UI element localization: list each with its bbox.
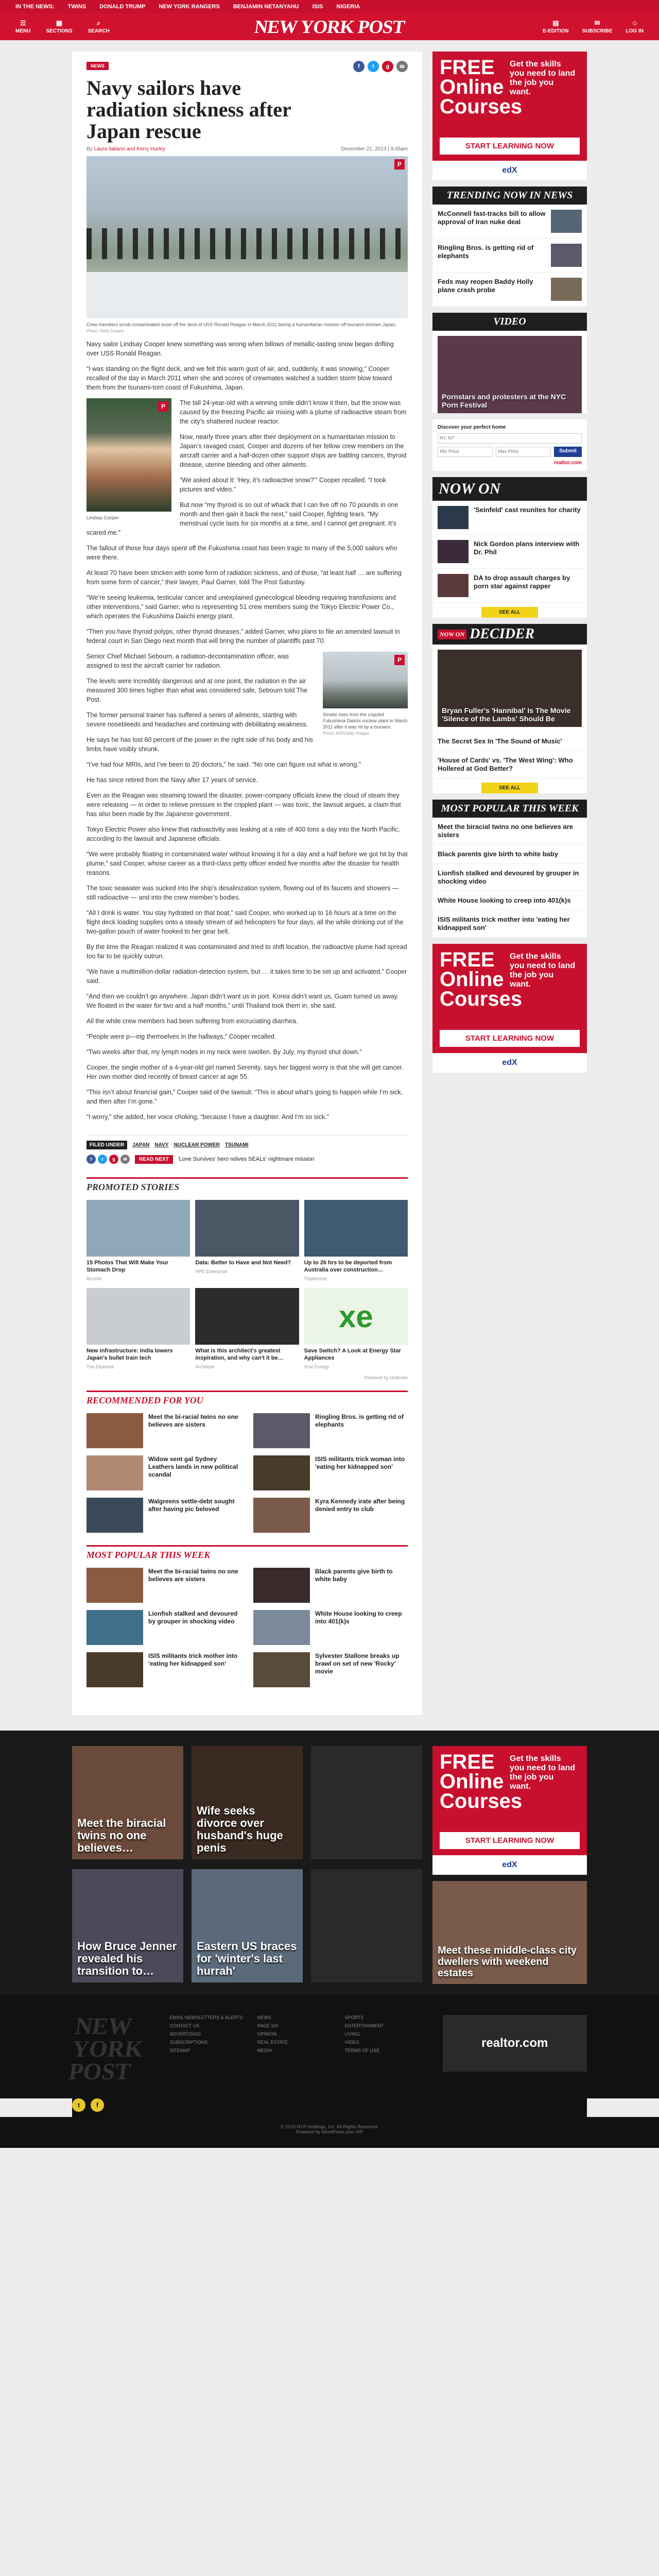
photo-caption: Smoke rises from the crippled Fukushima Daiichi nuclear plant in March 2011 after it was hit by a tsunami. — [323, 712, 408, 730]
popular-item[interactable]: White House looking to creep into 401(k)s — [253, 1610, 408, 1645]
thumbnail: xe — [304, 1288, 408, 1345]
trending-item[interactable]: Feds may reopen Baddy Holly plane crash probe — [432, 273, 587, 307]
read-next-row — [86, 1155, 408, 1164]
promoted-item[interactable]: 15 Photos That Will Make Your Stomach Drop Buzzlie — [86, 1200, 190, 1283]
footer-link[interactable]: LIVING — [344, 2031, 360, 2037]
paragraph: “And then we couldn’t go anywhere. Japan didn’t want us in port. Korea didn’t want us, Guam turned us away. We floated in the water for two and a half months,” until Thailand took them in, she said. — [86, 993, 399, 1009]
paragraph: “We were probably floating in contaminated water without knowing it for a day and a half before we got hit by that plume,” said Cooper, whose career as a third-class petty officer ended five months after the disaster for health reasons. — [86, 851, 408, 876]
see-all-button[interactable]: SEE ALL — [481, 783, 538, 793]
paragraph: “We’re seeing leukemia, testicular cancer and unexplained gynecological bleeding requiring transfusions and other interventions,” said Garner, who is representing 51 crew members suing the Tokyo Electric Power Co., which operates the Fukushima Daiichi energy plant. — [86, 594, 396, 620]
edx-ad[interactable]: FREE Online Courses Get the skills you need to land the job you want. START LEARNING NOW edX — [432, 1746, 587, 1875]
pinterest-icon[interactable]: P — [158, 401, 168, 412]
news-link[interactable]: DONALD TRUMP — [99, 4, 146, 10]
paragraph: “All I drink is water. You stay hydrated on that boat,” said Cooper, who worked up to 16 hours at a time on the flight deck loading supplies onto a steady stream of aid helicopters for four days, all the while drinking out of the two-gallon pouch of water hooked to her gear belt. — [86, 909, 404, 935]
min-price-select[interactable]: Min Price — [438, 447, 493, 457]
recommended-grid — [86, 1413, 408, 1533]
copyright: © 2015 NYP Holdings, Inc. All Rights Reserved. Powered by WordPress.com VIP — [0, 2117, 659, 2148]
paragraph: All the while crew members had been suffering from excruciating diarrhea. — [86, 1018, 298, 1025]
thumbnail — [551, 278, 582, 301]
thumbnail — [195, 1200, 299, 1257]
now-on-item[interactable]: Nick Gordon plans interview with Dr. Phil — [432, 535, 587, 569]
promoted-item[interactable]: Data: Better to Have and Not Need? HPE Enterprise — [195, 1200, 299, 1283]
thumbnail — [86, 1568, 143, 1603]
promo-card[interactable]: Wife seeks divorce over husband's huge penis — [192, 1746, 303, 1859]
site-footer — [0, 1994, 659, 2098]
now-on-item[interactable]: DA to drop assault charges by porn star against rapper — [432, 569, 587, 603]
hero-image[interactable] — [86, 156, 408, 318]
promo-card[interactable]: How Bruce Jenner revealed his transition to… — [72, 1869, 183, 1982]
decider-box: NOW ON DECIDER Bryan Fuller's 'Hannibal' Is The Movie 'Silence of the Lambs' Should Be The Secret Sex In 'The Sound of Music' 'House of Cards' vs. 'The West Wing': Who Hollered at God Better? SEE ALL — [432, 624, 587, 793]
paragraph: Senior Chief Michael Sebourn, a radiation-decontamination officer, was assigned to test the aircraft carrier for radiation. — [86, 653, 289, 669]
news-link[interactable]: NEW YORK RANGERS — [159, 4, 220, 10]
footer-link[interactable]: OPINION — [257, 2031, 277, 2037]
news-link[interactable]: TWINS — [67, 4, 86, 10]
start-learning-button[interactable]: START LEARNING NOW — [440, 138, 580, 155]
footer-social — [72, 2098, 587, 2117]
user-icon: ☺ — [631, 19, 638, 27]
paragraph: Cooper, the single mother of a 4-year-old girl named Serenity, says her biggest worry is that she will get cancer. Her own mother died recently of breast cancer at age 55. — [86, 1064, 404, 1080]
paragraph: “We have a multimillion-dollar radiation-detection system, but … it takes time to be set up and activated,” Cooper said. — [86, 968, 407, 985]
email-icon[interactable]: ✉ — [396, 61, 408, 72]
thumbnail — [253, 1652, 310, 1687]
paragraph: By the time the Reagan realized it was contaminated and tried to shift location, the radioactive plume had spread too far to be quickly outrun. — [86, 943, 407, 960]
thumbnail — [86, 1288, 190, 1345]
facebook-icon[interactable]: f — [86, 1155, 96, 1164]
read-next-link[interactable]: 'Love Survives' hero relives SEALs' nightmare mission — [178, 1156, 315, 1162]
outbrain-credit[interactable]: Powered by Outbrain — [364, 1375, 408, 1380]
paragraph: But now “my thyroid is so out of whack that I can live off no 70 pounds in one month and then gain it back the next,” said Cooper, fighting tears. “My menstrual cycle lasts for six months at a time, and I cannot get pregnant. It’s scared me.” — [86, 501, 398, 536]
envelope-icon: ✉ — [594, 19, 600, 27]
inline-photo — [323, 652, 408, 742]
byline: By Laura Italiano and Kerry Hurley December 21, 2013 | 9:45am — [86, 146, 408, 152]
article-headline: Navy sailors have radiation sickness after Japan rescue — [86, 76, 291, 143]
popular-item[interactable]: White House looking to creep into 401(k)s — [432, 891, 587, 910]
cooper-photo[interactable] — [86, 398, 171, 512]
author-link[interactable]: Laura Italiano and Kerry Hurley — [94, 146, 165, 152]
location-field[interactable]: NY, NY — [438, 433, 582, 444]
edx-logo: edX — [432, 161, 587, 180]
thumbnail — [304, 1200, 408, 1257]
recommended-item[interactable]: Widow sent gal Sydney Leathers lands in new political scandal — [86, 1455, 241, 1490]
photo-credit: Photo: AFP/Getty Images — [323, 731, 370, 736]
promoted-title: PROMOTED STORIES — [86, 1177, 408, 1193]
footer-links — [170, 2015, 422, 2053]
most-popular-week-title: MOST POPULAR THIS WEEK — [86, 1545, 408, 1561]
sections-button[interactable]: ▦ SECTIONS — [46, 19, 73, 34]
top-news-bar — [0, 0, 659, 13]
promo-card-empty — [311, 1746, 422, 1859]
decider-item[interactable]: 'House of Cards' vs. 'The West Wing': Who Hollered at God Better? — [432, 751, 587, 778]
thumbnail — [253, 1610, 310, 1645]
masthead — [0, 13, 659, 40]
footer-logo[interactable]: NEW YORK POST — [67, 2013, 145, 2084]
footer-link[interactable]: PAGE SIX — [257, 2023, 279, 2028]
pinterest-icon[interactable]: P — [394, 159, 405, 170]
edx-ad[interactable]: FREE Online Courses Get the skills you need to land the job you want. START LEARNING NOW edX — [432, 944, 587, 1073]
footer-link[interactable]: CONTACT US — [169, 2023, 200, 2028]
footer-link[interactable]: SUBSCRIPTIONS — [169, 2040, 208, 2045]
recommended-item[interactable]: Ringling Bros. is getting rid of elephants — [253, 1413, 408, 1448]
footer-link[interactable]: MEDIA — [257, 2048, 272, 2053]
search-icon: ⌕ — [97, 19, 101, 27]
trending-box: TRENDING NOW IN NEWS McConnell fast-tracks bill to allow approval of Iran nuke deal Ringling Bros. is getting rid of elephants Feds may reopen Baddy Holly plane crash probe — [432, 187, 587, 307]
thumbnail — [86, 1610, 143, 1645]
twitter-icon[interactable]: t — [98, 1155, 107, 1164]
promo-card-empty — [311, 1869, 422, 1982]
thumbnail — [253, 1498, 310, 1533]
pinterest-icon[interactable]: P — [394, 655, 405, 665]
promoted-grid — [86, 1200, 408, 1371]
tag-link[interactable]: TSUNAMI — [224, 1142, 249, 1148]
thumbnail — [253, 1413, 310, 1448]
sidebar — [432, 52, 587, 1079]
thumbnail — [438, 540, 469, 563]
recommended-item[interactable]: ISIS militants trick woman into 'eating her kidnapped son' — [253, 1455, 408, 1490]
edx-ad[interactable]: FREE Online Courses Get the skills you need to land the job you want. START LEARNING NOW edX — [432, 52, 587, 180]
paragraph: The former personal trainer has suffered a series of ailments, starting with severe nosebleeds and headaches and continuing with debilitating weakness. — [86, 711, 308, 728]
recommended-item[interactable]: Meet the bi-racial twins no one believes are sisters — [86, 1413, 241, 1448]
realtor-logo: realtor.com — [554, 460, 582, 466]
footer-link[interactable]: SITEMAP — [169, 2048, 190, 2053]
search-button[interactable]: ⌕ SEARCH — [88, 19, 110, 34]
paragraph: “I’ve had four MRIs, and I’ve been to 20 doctors,” he said. “No one can figure out what is wrong.” — [86, 761, 361, 768]
tag-link[interactable]: JAPAN — [132, 1142, 150, 1148]
paragraph: Navy sailor Lindsay Cooper knew something was wrong when billows of metallic-tasting snow began drifting over USS Ronald Reagan. — [86, 341, 394, 357]
paragraph: “This isn’t about financial gain,” Cooper said of the lawsuit. “This is about what’s going to happen while I’m sick, and then after I’m gone.” — [86, 1089, 403, 1105]
submit-button[interactable]: Submit — [554, 447, 582, 457]
video-box: VIDEO Pornstars and protesters at the NYC Porn Festival — [432, 313, 587, 413]
paragraph: “I was standing on the flight deck, and we felt this warm gust of air, and, suddenly, it was snowing,” Cooper recalled of the day in March 2011 when she and scores of crewmates watched a sudden storm blow toward them from the tsunami-torn coast of Fukushima, Japan. — [86, 365, 392, 391]
news-link[interactable]: NIGERIA — [336, 4, 360, 10]
footer-link[interactable]: SPORTS — [344, 2015, 364, 2020]
realtor-ad[interactable]: realtor.com — [443, 2015, 587, 2072]
paragraph: Tokyo Electric Power also knew that radioactivity was leaking at a rate of 400 tons a day into the North Pacific, according to the lawsuit and Japanese officials. — [86, 826, 400, 842]
promoted-item[interactable]: New infrastructure: India lowers Japan's bullet train tech The Diplomat — [86, 1288, 190, 1371]
popular-item[interactable]: Lionfish stalked and devoured by grouper in shocking video — [432, 864, 587, 891]
start-learning-button[interactable]: START LEARNING NOW — [440, 1030, 580, 1047]
footer-link[interactable]: ADVERTISING — [169, 2031, 201, 2037]
article-column — [72, 52, 422, 1715]
twitter-icon[interactable]: t — [368, 61, 379, 72]
paragraph: He has since retired from the Navy after 17 years of service. — [86, 776, 258, 784]
paragraph: He says he has lost 60 percent of the power in the right side of his body and his limbs have visibly shrunk. — [86, 736, 313, 753]
trending-item[interactable]: McConnell fast-tracks bill to allow approval of Iran nuke deal — [432, 205, 587, 239]
footer-promos — [0, 1731, 659, 1994]
popular-item[interactable]: Black parents give birth to white baby — [253, 1568, 408, 1603]
realty-search: Discover your perfect home NY, NY Min Price Max Price Submit realtor.com — [432, 419, 587, 471]
paragraph: The tall 24-year-old with a winning smile didn’t know it then, but the snow was caused by the freezing Pacific air mixing with a plume of radioactive steam from the city’s shattered nuclear reactor. — [180, 399, 407, 425]
promoted-item[interactable]: What is this architect's greatest inspiration, and why can't it be… Architizer — [195, 1288, 299, 1371]
paragraph: The fallout of those four days spent off the Fukushima coast has been tragic to many of the 5,000 sailors who were there. — [86, 545, 397, 561]
newspaper-icon: ▤ — [552, 19, 559, 27]
fukushima-photo[interactable] — [323, 652, 408, 708]
news-link[interactable]: BENJAMIN NETANYAHU — [233, 4, 299, 10]
inline-photo — [86, 398, 171, 522]
article-body — [86, 340, 408, 1128]
thumbnail — [86, 1652, 143, 1687]
paragraph: “I worry,” she added, her voice choking, “because I have a daughter. And I’m so sick.” — [86, 1113, 329, 1121]
footer-link[interactable]: NEWS — [257, 2015, 271, 2020]
recommended-item[interactable]: Kyra Kennedy irate after being denied entry to club — [253, 1498, 408, 1533]
edx-logo: edX — [432, 1855, 587, 1875]
popular-item[interactable]: Sylvester Stallone breaks up brawl on set of new 'Rocky' movie — [253, 1652, 408, 1687]
thumbnail — [551, 244, 582, 267]
email-icon[interactable]: ✉ — [120, 1155, 130, 1164]
video-thumbnail[interactable]: Pornstars and protesters at the NYC Porn Festival — [438, 336, 582, 413]
site-logo[interactable]: NEW YORK POST — [253, 16, 406, 37]
decider-logo: DECIDER — [470, 626, 535, 642]
thumbnail — [86, 1413, 143, 1448]
now-on-item[interactable]: 'Seinfeld' cast reunites for charity — [432, 501, 587, 535]
news-link[interactable]: ISIS — [312, 4, 323, 10]
tag-link[interactable]: NUCLEAR POWER — [174, 1142, 220, 1148]
share-buttons — [353, 61, 408, 72]
footer-link[interactable]: TERMS OF USE — [344, 2048, 380, 2053]
popular-item[interactable]: ISIS militants trick mother into 'eating her kidnapped son' — [432, 910, 587, 938]
filed-under: FILED UNDER JAPAN NAVY NUCLEAR POWER TSUNAMI — [86, 1135, 408, 1149]
popular-item[interactable]: Black parents give birth to white baby — [432, 845, 587, 864]
footer-link[interactable]: EMAIL NEWSLETTERS & ALERTS — [169, 2015, 243, 2020]
promo-card[interactable]: Meet these middle-class city dwellers with weekend estates — [432, 1881, 587, 1984]
google-plus-icon[interactable]: g — [382, 61, 393, 72]
facebook-icon[interactable]: f — [91, 2098, 104, 2112]
trending-item[interactable]: Ringling Bros. is getting rid of elephants — [432, 239, 587, 273]
thumbnail — [253, 1568, 310, 1603]
paragraph: The levels were incredibly dangerous and at one point, the radiation in the air measured 300 times higher than what was considered safe, Sebourn told The Post. — [86, 677, 308, 703]
promo-card[interactable]: Eastern US braces for 'winter's last hurrah' — [192, 1869, 303, 1982]
twitter-icon[interactable]: t — [72, 2098, 85, 2112]
popular-item[interactable]: ISIS militants trick mother into 'eating her kidnapped son' — [86, 1652, 241, 1687]
facebook-icon[interactable]: f — [353, 61, 365, 72]
grid-icon: ▦ — [56, 19, 63, 27]
thumbnail — [86, 1498, 143, 1533]
recommended-title: RECOMMENDED FOR YOU — [86, 1391, 408, 1406]
footer-link[interactable]: REAL ESTATE — [257, 2040, 288, 2045]
promo-card[interactable]: Meet the biracial twins no one believes… — [72, 1746, 183, 1859]
now-on-box: NOW ON 'Seinfeld' cast reunites for charity Nick Gordon plans interview with Dr. Phil DA to drop assault charges by porn star against rapper SEE ALL — [432, 477, 587, 618]
read-next-label: READ NEXT — [135, 1155, 173, 1164]
promoted-item[interactable]: Up to 26 hrs to be deported from Australia over construction… TripAdvisor — [304, 1200, 408, 1283]
thumbnail — [195, 1288, 299, 1345]
popular-item[interactable]: Meet the biracial twins no one believes are sisters — [432, 818, 587, 845]
tag-link[interactable]: NAVY — [154, 1142, 169, 1148]
photo-caption: Lindsay Cooper — [86, 515, 119, 520]
thumbnail — [86, 1200, 190, 1257]
thumbnail — [551, 210, 582, 233]
max-price-select[interactable]: Max Price — [496, 447, 551, 457]
paragraph: Now, nearly three years after their deployment on a humanitarian mission to Japan’s ravaged coast, Cooper and dozens of her fellow crew members on the aircraft carrier and a half-dozen other support ships are battling cancers, thyroid disease, uterine bleeding and other ailments. — [180, 433, 407, 468]
hero-caption: Crew members scrub contaminated snow off the deck of USS Ronald Reagan in March 2011 during a humanitarian mission off tsunami-stricken Japan. — [86, 322, 396, 327]
e-edition-button[interactable]: ▤ E-EDITION — [543, 19, 569, 34]
paragraph: “We asked about it: ‘Hey, it’s radioactive snow?’” Cooper recalled. “I took pictures and video.” — [180, 477, 386, 493]
thumbnail — [86, 1455, 143, 1490]
section-tag[interactable]: NEWS — [86, 62, 109, 70]
in-the-news-label: IN THE NEWS: — [15, 4, 55, 10]
most-popular-grid — [86, 1568, 408, 1687]
paragraph: “Then you have thyroid polyps, other thyroid diseases,” added Garner, who plans to file an amended lawsuit in federal court in San Diego next month that will bring the number of plaintiffs past 70. — [86, 628, 400, 645]
recommended-item[interactable]: Walgreens settle-debt sought after having pic beloved — [86, 1498, 241, 1533]
menu-button[interactable]: ☰ MENU — [15, 19, 31, 34]
popular-item[interactable]: Lionfish stalked and devoured by grouper in shocking video — [86, 1610, 241, 1645]
login-button[interactable]: ☺ LOG IN — [626, 19, 644, 34]
footer-link[interactable]: VIDEO — [344, 2040, 359, 2045]
start-learning-button[interactable]: START LEARNING NOW — [440, 1832, 580, 1849]
decider-item[interactable]: The Secret Sex In 'The Sound of Music' — [432, 732, 587, 751]
google-plus-icon[interactable]: g — [109, 1155, 118, 1164]
paragraph: “People were p—ing themselves in the hallways,” Cooper recalled. — [86, 1033, 276, 1040]
popular-box: MOST POPULAR THIS WEEK Meet the biracial twins no one believes are sisters Black parents give birth to white baby Lionfish stalked and devoured by grouper in shocking video White House looking to creep into 401(k)s ISIS militants trick mother into 'eating her kidnapped son' — [432, 800, 587, 938]
see-all-button[interactable]: SEE ALL — [481, 607, 538, 618]
hero-credit: Photo: Getty Images — [86, 329, 124, 333]
paragraph: Even as the Reagan was steaming toward the disaster, power-company officials knew the cloud of steam they were releasing — in order to relieve pressure in the crippled plant — was toxic, the lawsuit argues, a claim that has also been made by the Japanese government. — [86, 792, 401, 818]
thumbnail — [438, 574, 469, 597]
footer-link[interactable]: ENTERTAINMENT — [344, 2023, 384, 2028]
subscribe-button[interactable]: ✉ SUBSCRIBE — [582, 19, 613, 34]
hamburger-icon: ☰ — [20, 19, 26, 27]
paragraph: The toxic seawater was sucked into the ship’s desalinization system, flowing out of its faucets and showers — still radioactive — and into the crew member’s bodies. — [86, 885, 399, 901]
thumbnail — [438, 506, 469, 529]
promoted-item[interactable]: xe Save Switch? A Look at Energy Star Appliances Xcel Energy — [304, 1288, 408, 1371]
paragraph: At least 70 have been stricken with some form of radiation sickness, and of those, “at least half … are suffering from some form of cancer,” their lawyer, Paul Garner, told The Post Saturday. — [86, 569, 402, 586]
paragraph: “Two weeks after that, my lymph nodes in my neck were swollen. By July, my thyroid shut down.” — [86, 1048, 362, 1056]
publish-date: December 21, 2013 | 9:45am — [341, 146, 408, 152]
thumbnail — [253, 1455, 310, 1490]
edx-logo: edX — [432, 1053, 587, 1073]
popular-item[interactable]: Meet the bi-racial twins no one believes are sisters — [86, 1568, 241, 1603]
decider-feature[interactable]: Bryan Fuller's 'Hannibal' Is The Movie 'Silence of the Lambs' Should Be — [438, 650, 582, 727]
